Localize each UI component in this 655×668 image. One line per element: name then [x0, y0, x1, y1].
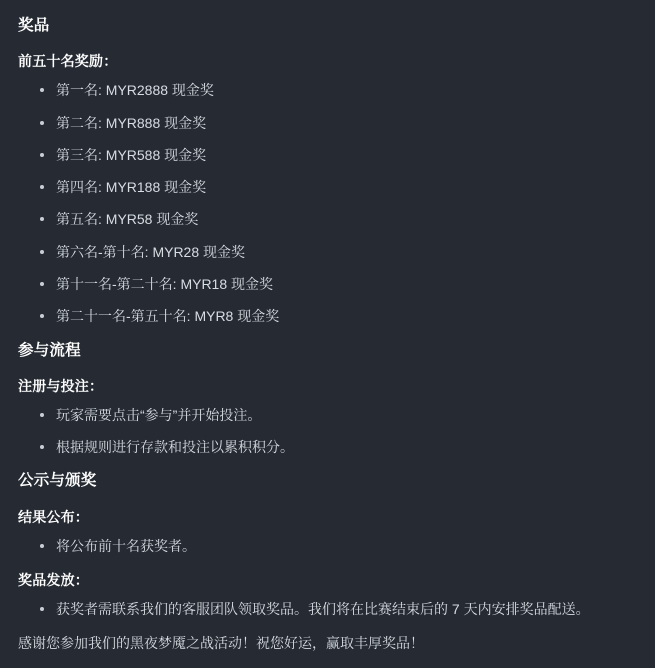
list-item: 根据规则进行存款和投注以累积积分。: [40, 437, 637, 457]
registration-betting-list: [18, 405, 637, 458]
list-item: 第四名: MYR188 现金奖: [40, 177, 637, 197]
list-item: 将公布前十名获奖者。: [40, 536, 637, 556]
list-item: 第五名: MYR58 现金奖: [40, 209, 637, 229]
top-fifty-rewards-list: [18, 80, 637, 326]
list-item: 玩家需要点击“参与”并开始投注。: [40, 405, 637, 425]
prize-delivery-subheading: 奖品发放：: [18, 572, 89, 589]
list-item: 第一名: MYR2888 现金奖: [40, 80, 637, 100]
list-item: 获奖者需联系我们的客服团队领取奖品。我们将在比赛结束后的 7 天内安排奖品配送。: [40, 599, 637, 619]
list-item: 第六名-第十名: MYR28 现金奖: [40, 242, 637, 262]
list-item: 第三名: MYR588 现金奖: [40, 145, 637, 165]
list-item: 第十一名-第二十名: MYR18 现金奖: [40, 274, 637, 294]
results-announcement-subheading: 结果公布：: [18, 508, 89, 525]
registration-betting-subheading: 注册与投注：: [18, 377, 104, 394]
results-announcement-list: [18, 536, 637, 556]
participation-process-heading: 参与流程: [18, 341, 81, 359]
page-title: 奖品: [18, 17, 50, 34]
announcement-award-heading: 公示与颁奖: [18, 472, 97, 490]
prize-delivery-list: [18, 599, 637, 619]
closing-message: 感谢您参加我们的黑夜梦魇之战活动！祝您好运，赢取丰厚奖品！: [18, 635, 424, 652]
list-item: 第二十一名-第五十名: MYR8 现金奖: [40, 306, 637, 326]
top-fifty-rewards-heading: 前五十名奖励：: [18, 53, 118, 70]
list-item: 第二名: MYR888 现金奖: [40, 113, 637, 133]
